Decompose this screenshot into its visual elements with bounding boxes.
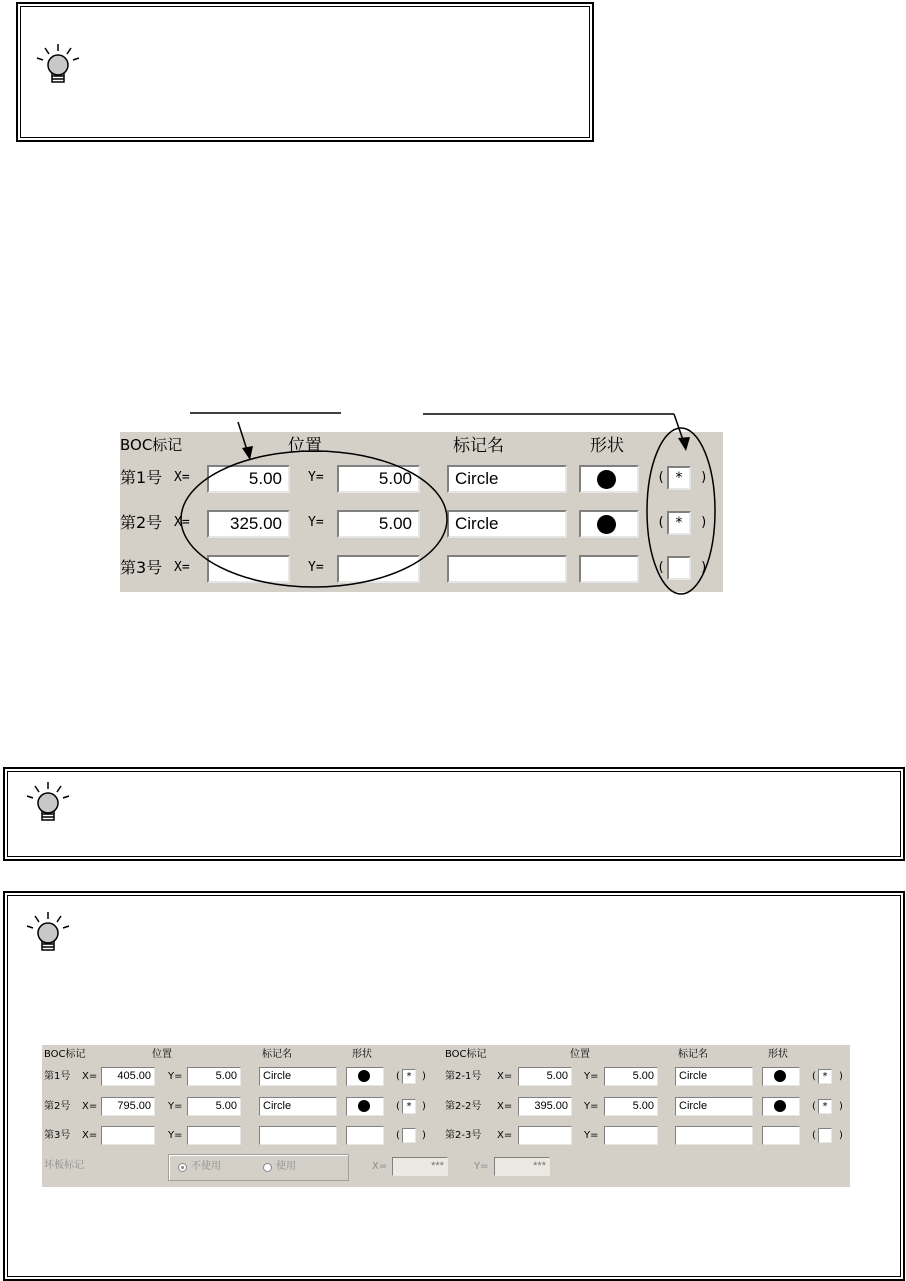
row-label: 第2号 bbox=[120, 513, 163, 532]
filled-circle-icon bbox=[597, 515, 616, 534]
open-paren: ( bbox=[657, 560, 665, 575]
mark-checkbox[interactable]: * bbox=[667, 511, 691, 535]
x-input[interactable]: 795.00 bbox=[101, 1097, 155, 1116]
y-label: Y= bbox=[584, 1071, 599, 1082]
header-mark-name: 标记名 bbox=[262, 1049, 292, 1060]
x-label: X= bbox=[497, 1071, 513, 1082]
row-label: 第3号 bbox=[120, 558, 163, 577]
shape-field[interactable] bbox=[579, 555, 639, 583]
x-label: X= bbox=[82, 1101, 98, 1112]
close-paren: ) bbox=[839, 1071, 843, 1082]
y-input[interactable]: 5.00 bbox=[187, 1067, 241, 1086]
mark-checkbox[interactable]: * bbox=[402, 1069, 416, 1084]
y-input[interactable]: 5.00 bbox=[337, 510, 420, 538]
y-label: Y= bbox=[168, 1101, 183, 1112]
x-input[interactable] bbox=[207, 555, 290, 583]
mark-name-input[interactable] bbox=[675, 1126, 753, 1145]
y-label: Y= bbox=[584, 1130, 599, 1141]
header-position: 位置 bbox=[152, 1049, 172, 1060]
mark-checkbox[interactable]: * bbox=[818, 1099, 832, 1114]
mark-name-input[interactable]: Circle bbox=[675, 1097, 753, 1116]
close-paren: ) bbox=[422, 1071, 426, 1082]
tip-box-1 bbox=[16, 2, 594, 142]
y-label: Y= bbox=[584, 1101, 599, 1112]
panel-title: BOC标记 bbox=[445, 1049, 487, 1060]
y-input[interactable]: 5.00 bbox=[604, 1097, 658, 1116]
header-shape: 形状 bbox=[590, 436, 624, 456]
header-position: 位置 bbox=[570, 1049, 590, 1060]
header-shape: 形状 bbox=[352, 1049, 372, 1060]
row-label: 第3号 bbox=[44, 1130, 71, 1141]
shape-field[interactable] bbox=[762, 1067, 800, 1086]
row-label: 第1号 bbox=[120, 468, 163, 487]
tip-box-2 bbox=[3, 767, 905, 861]
close-paren: ) bbox=[700, 515, 708, 530]
open-paren: ( bbox=[812, 1101, 816, 1112]
boc-mark-panel-extended bbox=[42, 1045, 850, 1187]
mark-name-input[interactable] bbox=[259, 1126, 337, 1145]
row-label: 第2-3号 bbox=[445, 1130, 482, 1141]
x-input[interactable]: 325.00 bbox=[207, 510, 290, 538]
y-input[interactable] bbox=[337, 555, 420, 583]
mark-checkbox[interactable] bbox=[402, 1128, 416, 1143]
mark-checkbox[interactable]: * bbox=[818, 1069, 832, 1084]
close-paren: ) bbox=[422, 1130, 426, 1141]
mark-name-input[interactable]: Circle bbox=[259, 1097, 337, 1116]
radio-unused[interactable] bbox=[178, 1163, 187, 1172]
header-mark-name: 标记名 bbox=[453, 436, 504, 456]
mark-checkbox[interactable] bbox=[667, 556, 691, 580]
mark-name-input[interactable] bbox=[447, 555, 567, 583]
boc-mark-panel bbox=[120, 432, 723, 592]
lightbulb-icon bbox=[20, 910, 76, 960]
open-paren: ( bbox=[657, 515, 665, 530]
open-paren: ( bbox=[396, 1101, 400, 1112]
header-shape: 形状 bbox=[768, 1049, 788, 1060]
panel-title: BOC标记 bbox=[120, 436, 183, 454]
y-input[interactable] bbox=[604, 1126, 658, 1145]
row-label: 第2-1号 bbox=[445, 1071, 482, 1082]
panel-title: BOC标记 bbox=[44, 1049, 86, 1060]
x-label: X= bbox=[174, 515, 190, 530]
shape-field[interactable] bbox=[762, 1126, 800, 1145]
header-position: 位置 bbox=[288, 436, 322, 456]
mark-name-input[interactable]: Circle bbox=[447, 465, 567, 493]
bad-board-y-label: Y= bbox=[474, 1161, 489, 1172]
close-paren: ) bbox=[700, 560, 708, 575]
row-label: 第1号 bbox=[44, 1071, 71, 1082]
filled-circle-icon bbox=[774, 1100, 786, 1112]
header-mark-name: 标记名 bbox=[678, 1049, 708, 1060]
x-input[interactable]: 5.00 bbox=[518, 1067, 572, 1086]
x-label: X= bbox=[497, 1130, 513, 1141]
radio-used[interactable] bbox=[263, 1163, 272, 1172]
close-paren: ) bbox=[700, 470, 708, 485]
mark-name-input[interactable]: Circle bbox=[675, 1067, 753, 1086]
mark-name-input[interactable]: Circle bbox=[259, 1067, 337, 1086]
bad-board-label: 坏板标记 bbox=[44, 1160, 84, 1171]
shape-field[interactable] bbox=[579, 510, 639, 538]
x-label: X= bbox=[174, 470, 190, 485]
radio-unused-label: 不使用 bbox=[191, 1161, 221, 1172]
mark-checkbox[interactable]: * bbox=[402, 1099, 416, 1114]
bad-board-y-input[interactable]: *** bbox=[494, 1157, 550, 1176]
x-input[interactable]: 405.00 bbox=[101, 1067, 155, 1086]
y-label: Y= bbox=[308, 470, 324, 485]
close-paren: ) bbox=[839, 1101, 843, 1112]
x-input[interactable] bbox=[101, 1126, 155, 1145]
filled-circle-icon bbox=[358, 1100, 370, 1112]
shape-field[interactable] bbox=[346, 1097, 384, 1116]
lightbulb-icon bbox=[20, 780, 76, 830]
close-paren: ) bbox=[422, 1101, 426, 1112]
y-input[interactable] bbox=[187, 1126, 241, 1145]
y-input[interactable]: 5.00 bbox=[337, 465, 420, 493]
filled-circle-icon bbox=[597, 470, 616, 489]
mark-checkbox[interactable] bbox=[818, 1128, 832, 1143]
bad-board-x-input[interactable]: *** bbox=[392, 1157, 448, 1176]
lightbulb-icon bbox=[30, 42, 86, 92]
filled-circle-icon bbox=[774, 1070, 786, 1082]
open-paren: ( bbox=[396, 1130, 400, 1141]
shape-field[interactable] bbox=[579, 465, 639, 493]
open-paren: ( bbox=[812, 1071, 816, 1082]
x-input[interactable] bbox=[518, 1126, 572, 1145]
x-input[interactable]: 395.00 bbox=[518, 1097, 572, 1116]
x-label: X= bbox=[174, 560, 190, 575]
open-paren: ( bbox=[812, 1130, 816, 1141]
radio-used-label: 使用 bbox=[276, 1161, 296, 1172]
bad-board-x-label: X= bbox=[372, 1161, 388, 1172]
mark-checkbox[interactable]: * bbox=[667, 466, 691, 490]
y-label: Y= bbox=[168, 1071, 183, 1082]
close-paren: ) bbox=[839, 1130, 843, 1141]
shape-field[interactable] bbox=[762, 1097, 800, 1116]
x-label: X= bbox=[82, 1130, 98, 1141]
filled-circle-icon bbox=[358, 1070, 370, 1082]
y-label: Y= bbox=[168, 1130, 183, 1141]
open-paren: ( bbox=[396, 1071, 400, 1082]
y-input[interactable]: 5.00 bbox=[604, 1067, 658, 1086]
y-input[interactable]: 5.00 bbox=[187, 1097, 241, 1116]
shape-field[interactable] bbox=[346, 1126, 384, 1145]
shape-field[interactable] bbox=[346, 1067, 384, 1086]
open-paren: ( bbox=[657, 470, 665, 485]
row-label: 第2-2号 bbox=[445, 1101, 482, 1112]
row-label: 第2号 bbox=[44, 1101, 71, 1112]
y-label: Y= bbox=[308, 515, 324, 530]
x-label: X= bbox=[497, 1101, 513, 1112]
x-label: X= bbox=[82, 1071, 98, 1082]
y-label: Y= bbox=[308, 560, 324, 575]
mark-name-input[interactable]: Circle bbox=[447, 510, 567, 538]
x-input[interactable]: 5.00 bbox=[207, 465, 290, 493]
